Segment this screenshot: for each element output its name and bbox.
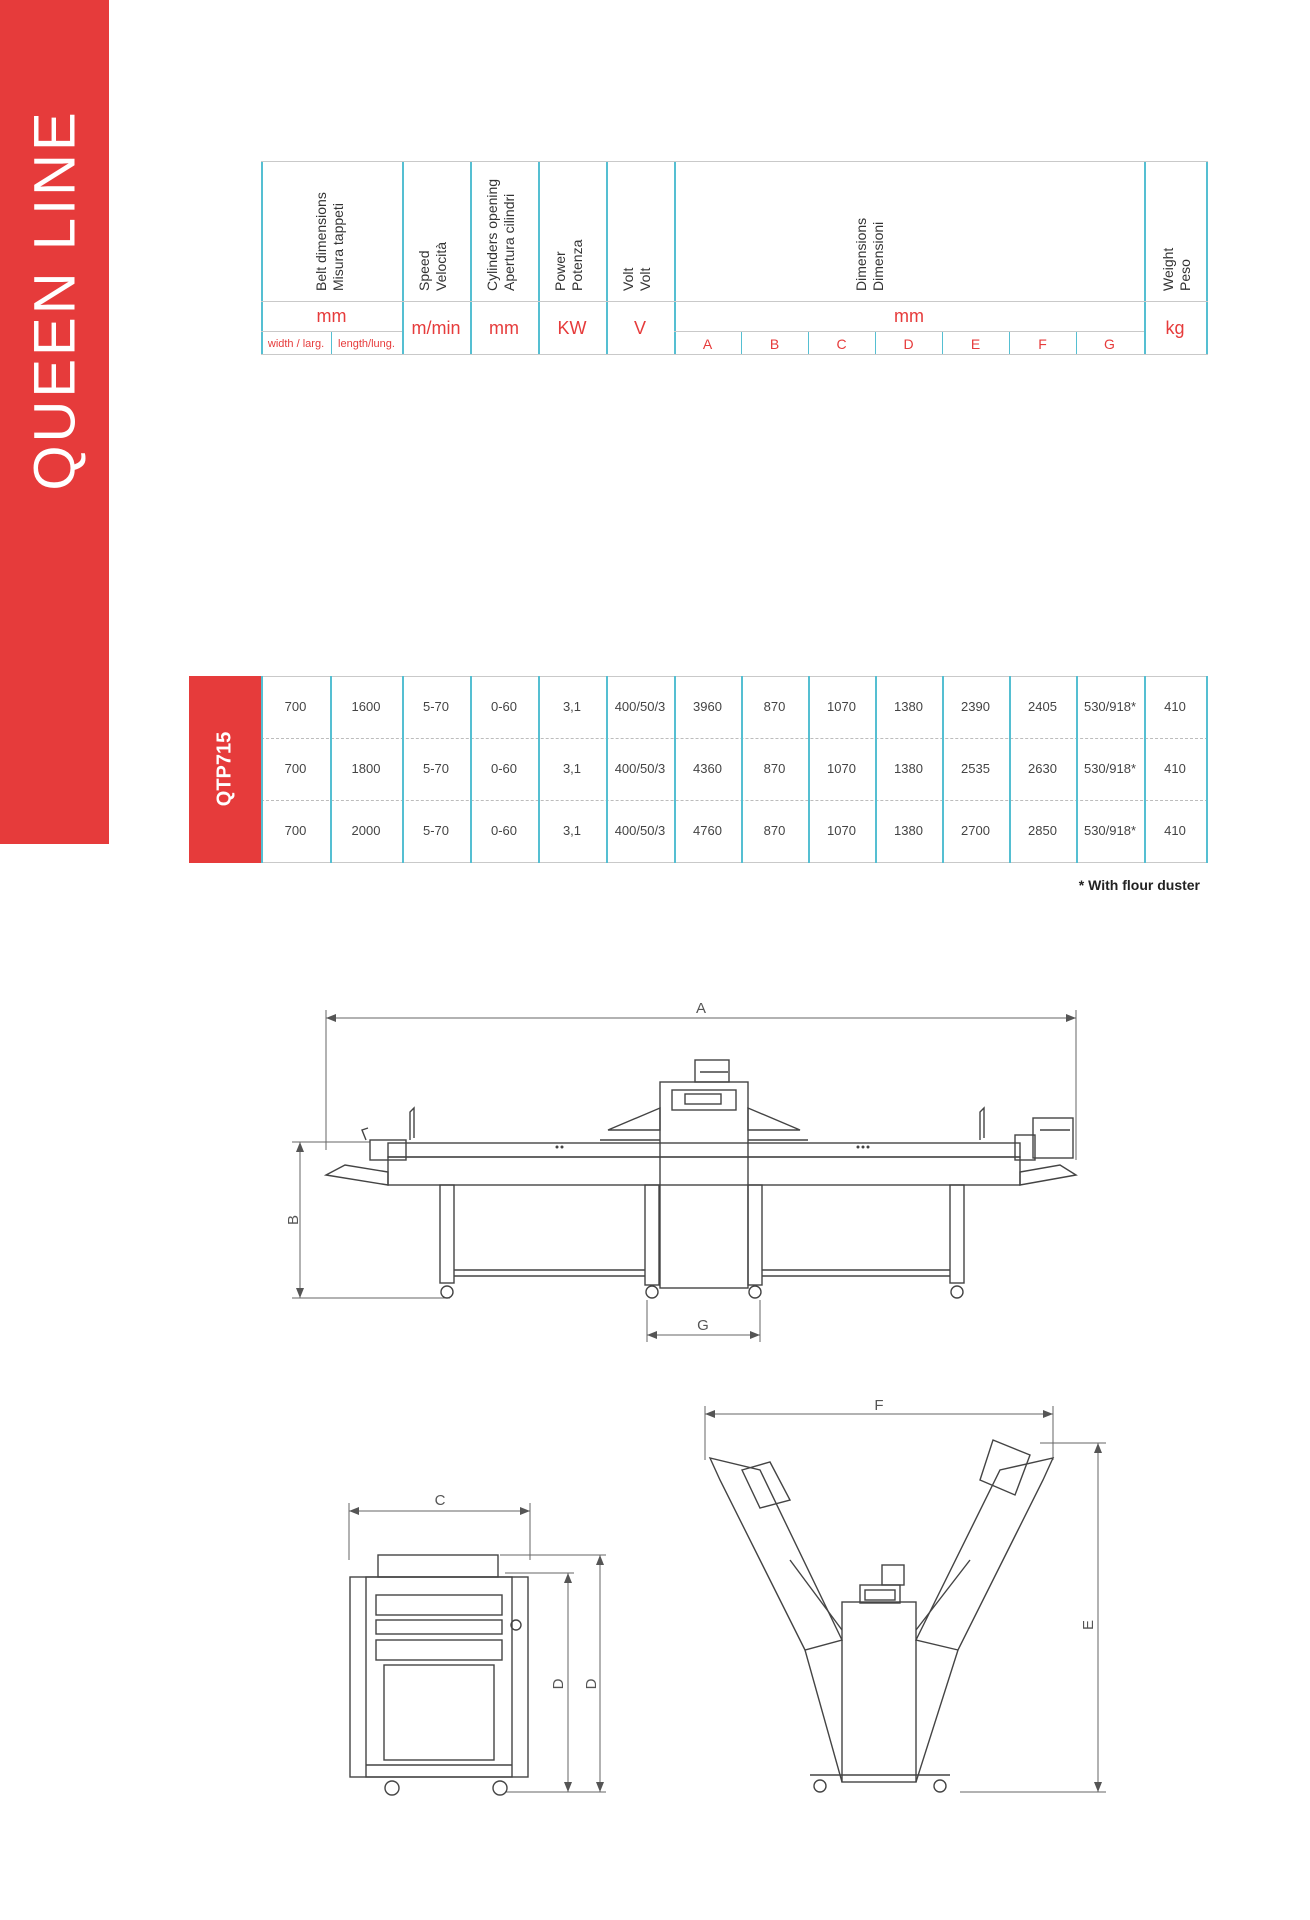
dim-e-label: E bbox=[1080, 1619, 1097, 1631]
dim-c-label: C bbox=[434, 1492, 446, 1509]
dim-g-label: G bbox=[697, 1317, 709, 1334]
table-row: 700 2000 5-70 0-60 3,1 400/50/3 4760 870 1070 1380 2700 2850 530/918* 410 bbox=[284, 823, 1186, 838]
dim-letter-c: C bbox=[836, 336, 847, 352]
dim-letter-g: G bbox=[1104, 336, 1115, 352]
table-row: 700 1600 5-70 0-60 3,1 400/50/3 3960 870 1070 1380 2390 2405 530/918* 410 bbox=[284, 699, 1186, 714]
product-line-title: QUEEN LINE bbox=[22, 109, 88, 491]
dim-b-label: B bbox=[285, 1214, 302, 1226]
col-title-power: Power Potenza bbox=[552, 239, 585, 291]
side-view-drawing bbox=[349, 1492, 606, 1795]
unit-dimensions: mm bbox=[894, 306, 924, 326]
col-title-dimensions: Dimensions Dimensioni bbox=[853, 217, 886, 291]
folded-view-drawing bbox=[705, 1397, 1106, 1792]
col-title-cylinders: Cylinders opening Apertura cilindri bbox=[484, 178, 517, 291]
dim-d2-label: D bbox=[583, 1678, 600, 1690]
dim-d1-label: D bbox=[550, 1678, 567, 1690]
col-title-weight: Weight Peso bbox=[1160, 247, 1193, 291]
model-name: QTP715 bbox=[213, 731, 236, 807]
dim-letter-b: B bbox=[769, 336, 780, 352]
dim-letter-e: E bbox=[970, 336, 981, 352]
col-title-belt: Belt dimensions Misura tappeti bbox=[313, 192, 346, 291]
dim-a-label: A bbox=[695, 1000, 707, 1017]
table-row: 700 1800 5-70 0-60 3,1 400/50/3 4360 870 1070 1380 2535 2630 530/918* 410 bbox=[284, 761, 1186, 776]
sub-width: width / larg. bbox=[267, 338, 325, 350]
unit-cylinders: mm bbox=[489, 318, 519, 338]
front-view-drawing bbox=[285, 1000, 1076, 1342]
footnote: * With flour duster bbox=[1078, 877, 1200, 893]
unit-power: KW bbox=[557, 318, 587, 338]
dim-f-label: F bbox=[874, 1397, 884, 1414]
unit-weight: kg bbox=[1165, 318, 1185, 338]
dim-letter-f: F bbox=[1038, 336, 1047, 352]
unit-speed: m/min bbox=[411, 318, 461, 338]
sub-length: length/lung. bbox=[338, 338, 395, 350]
dim-letter-a: A bbox=[702, 336, 713, 352]
col-title-volt: Volt Volt bbox=[620, 267, 653, 291]
dim-letter-d: D bbox=[903, 336, 914, 352]
col-title-speed: Speed Velocità bbox=[416, 241, 449, 291]
unit-volt: V bbox=[633, 318, 646, 338]
unit-belt: mm bbox=[316, 306, 347, 326]
